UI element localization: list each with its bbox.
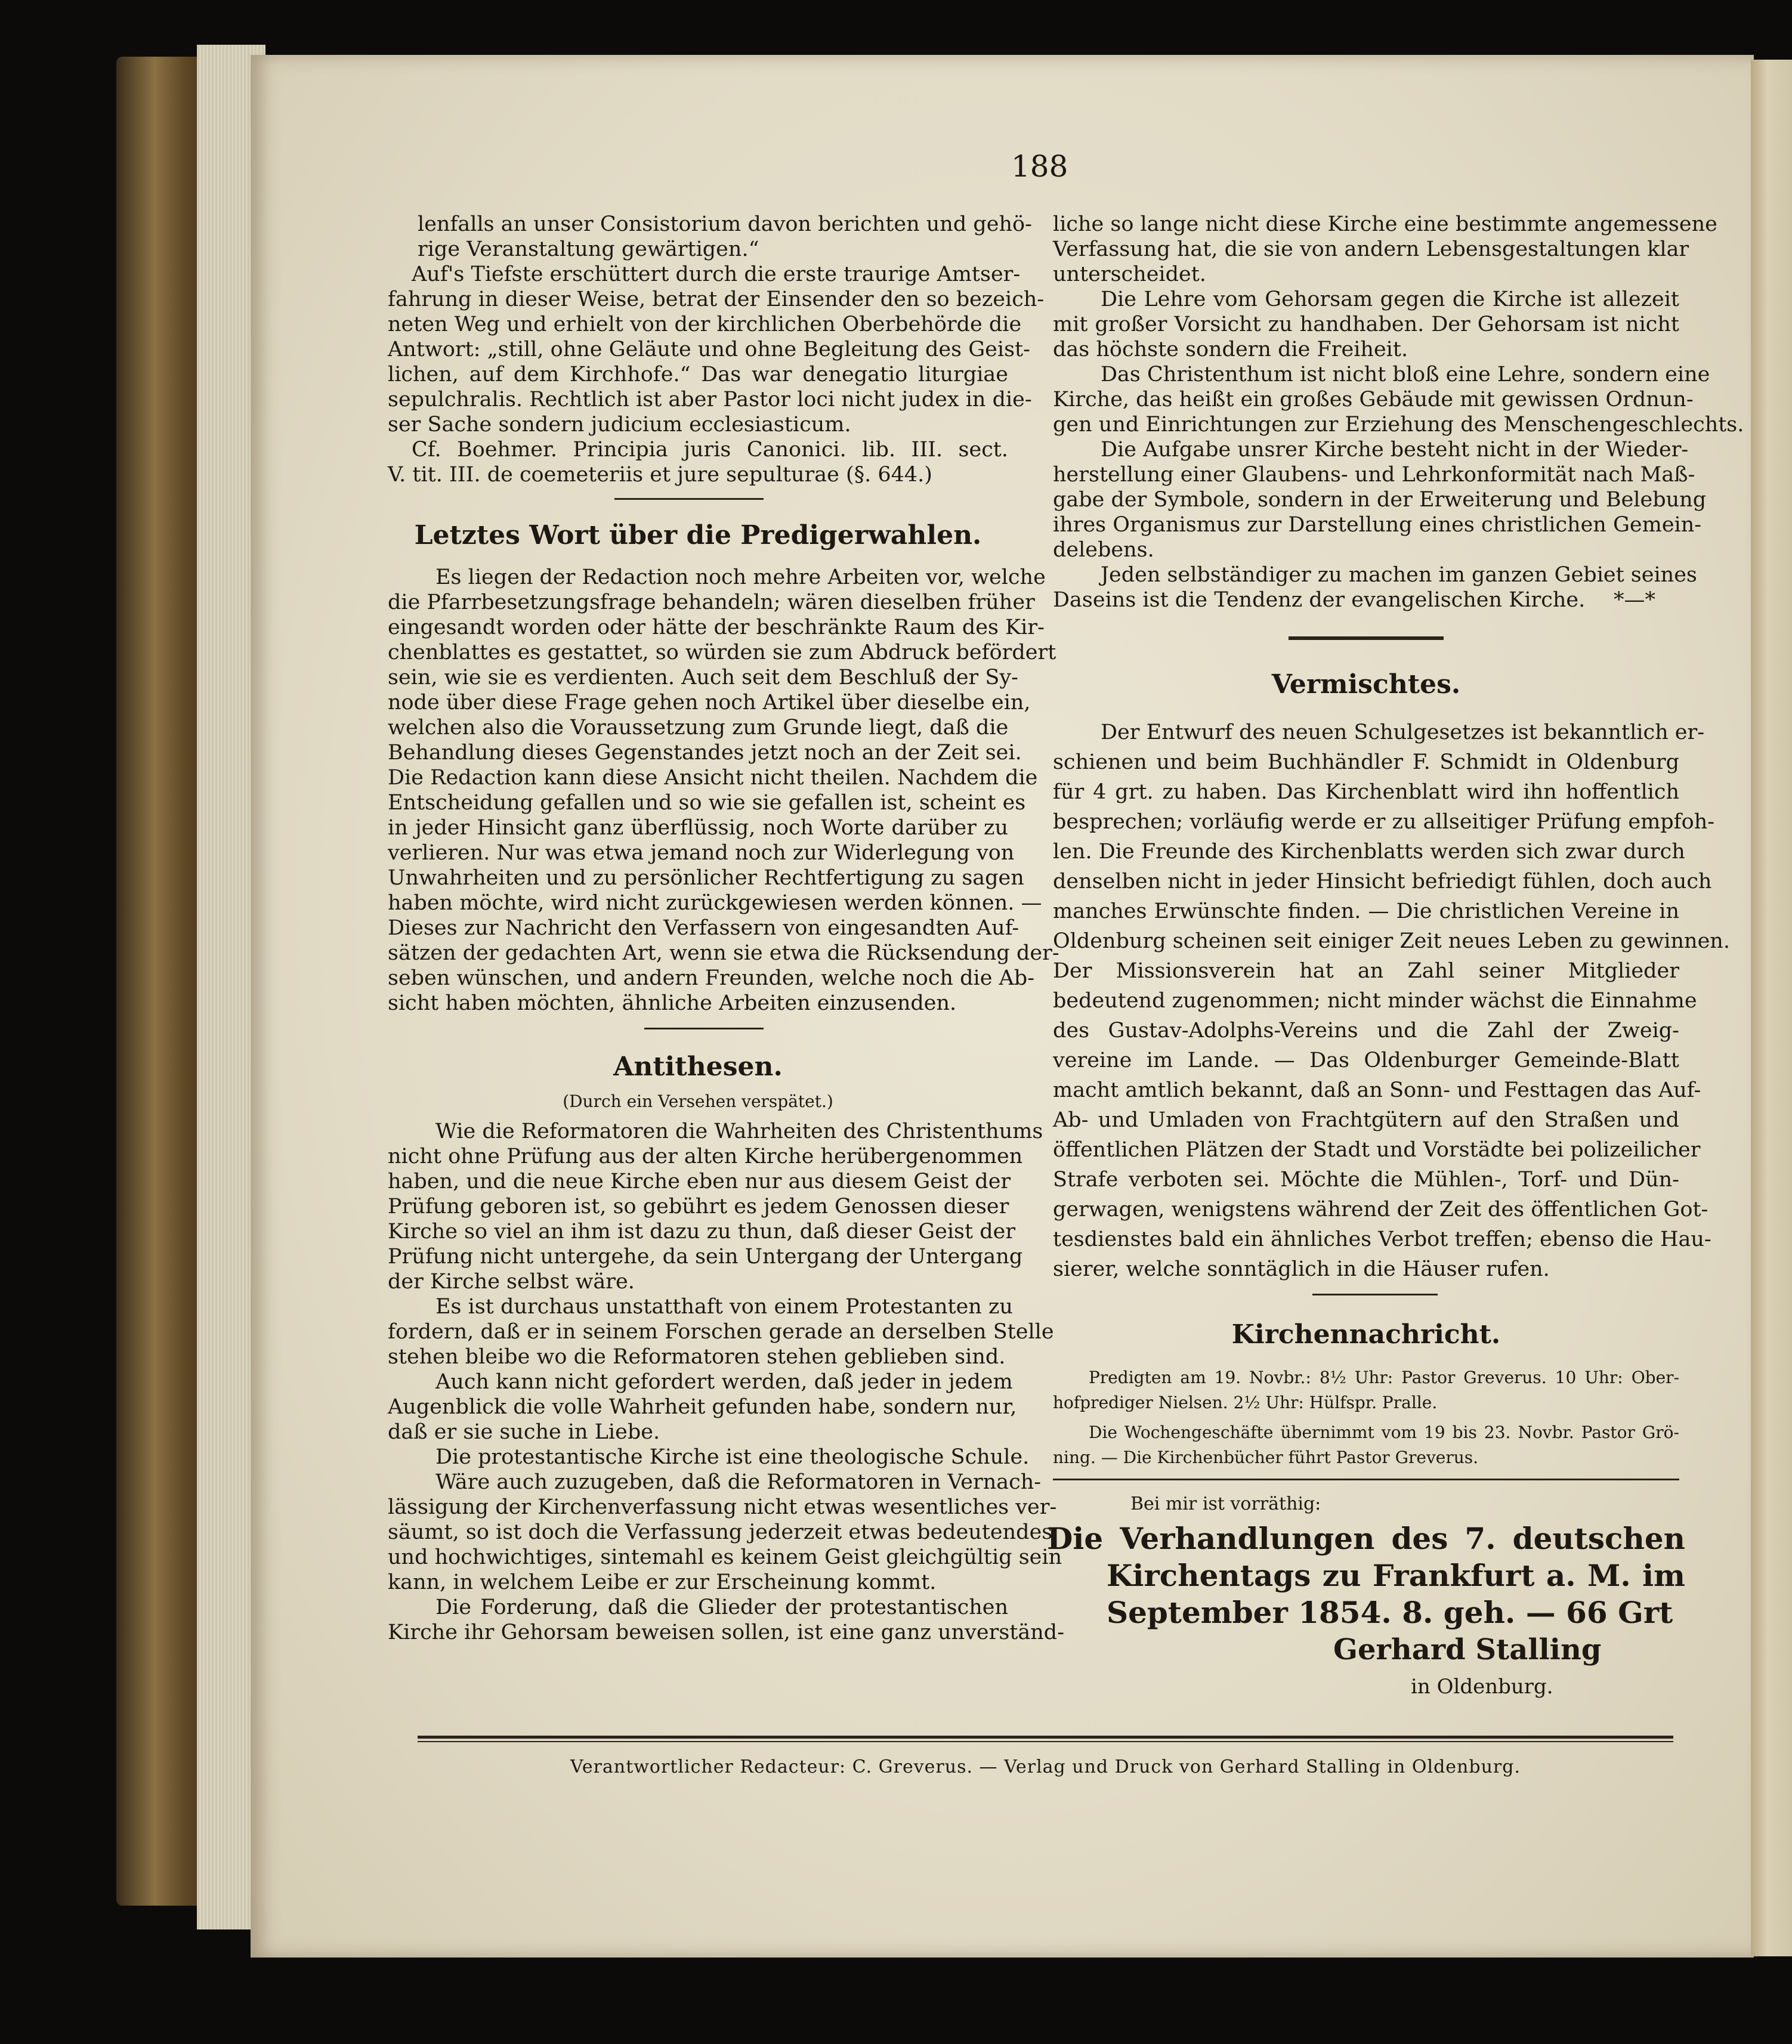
paragraph-line: Die Redaction kann diese Ansicht nicht theilen. Nachdem die [388,766,1038,790]
paragraph-line: chenblattes es gestattet, so würden sie zum Abdruck befördert [388,641,1056,664]
ad-headline: Kirchentags zu Frankfurt a. M. im [1107,1558,1685,1593]
paragraph-line: Wie die Reformatoren die Wahrheiten des Christenthums [435,1120,1043,1143]
paragraph-line: node über diese Frage gehen noch Artikel über dieselbe ein, [388,691,1031,715]
section-title: Letztes Wort über die Predigerwahlen. [414,520,982,551]
paragraph-line: eingesandt worden oder hätte der beschränkte Raum des Kir- [388,616,1045,639]
footer-rule [418,1736,1673,1739]
paragraph-line: säumt, so ist doch die Verfassung jederzeit etwas bedeutendes [388,1520,1053,1544]
paragraph-line: Die Lehre vom Gehorsam gegen die Kirche ist allezeit [1101,287,1679,311]
paragraph-line: die Pfarrbesetzungsfrage behandeln; wären dieselben früher [388,590,1035,614]
paragraph-line: lenfalls an unser Consistorium davon berichten und gehö- [418,212,1032,236]
paragraph-line: Es liegen der Redaction noch mehre Arbeiten vor, welche [435,565,1046,589]
paragraph-line: Augenblick die volle Wahrheit gefunden habe, sondern nur, [388,1395,1017,1419]
notice-line: hofprediger Nielsen. 2½ Uhr: Hülfspr. Pralle. [1053,1393,1438,1412]
paragraph-line: Kirche, das heißt ein großes Gebäude mit gewissen Ordnun- [1053,388,1694,412]
paragraph-line: Es ist durchaus unstatthaft von einem Protestanten zu [435,1295,1013,1319]
paragraph-line: Antwort: „still, ohne Geläute und ohne Begleitung des Geist- [388,338,1030,361]
paragraph-line: Auch kann nicht gefordert werden, daß jeder in jedem [435,1370,1013,1394]
paragraph-line: besprechen; vorläufig werde er zu allseitiger Prüfung empfoh- [1053,810,1715,834]
paragraph-line: für 4 grt. zu haben. Das Kirchenblatt wird ihn hoffentlich [1053,780,1679,804]
paragraph-line: vereine im Lande. — Das Oldenburger Gemeinde-Blatt [1053,1049,1679,1072]
paragraph-line: Das Christenthum ist nicht bloß eine Lehre, sondern eine [1101,363,1710,386]
paragraph-line: mit großer Vorsicht zu handhaben. Der Gehorsam ist nicht [1053,313,1679,336]
notice-line: Predigten am 19. Novbr.: 8½ Uhr: Pastor Greverus. 10 Uhr: Ober- [1089,1368,1679,1387]
section-divider [644,1028,764,1029]
paragraph-line: ser Sache sondern judicium ecclesiasticum. [388,413,851,437]
paragraph-line: Dieses zur Nachricht den Verfassern von eingesandten Auf- [388,916,1019,940]
footer-rule-thin [418,1741,1673,1742]
paragraph-line: herstellung einer Glaubens- und Lehrkonformität nach Maß- [1053,463,1695,487]
paragraph-line: Die protestantische Kirche ist eine theologische Schule. [435,1445,1030,1469]
section-title: Antithesen. [613,1052,783,1082]
paragraph-line: Kirche so viel an ihm ist dazu zu thun, daß dieser Geist der [388,1220,1016,1244]
paragraph-line: lichen, auf dem Kirchhofe.“ Das war denegatio liturgiae [388,363,1008,386]
paragraph-line: sicht haben möchten, ähnliche Arbeiten einzusenden. [388,991,957,1015]
paragraph-line: nicht ohne Prüfung aus der alten Kirche herübergenommen [388,1145,1023,1168]
paragraph-line: Prüfung geboren ist, so gebührt es jedem Genossen dieser [388,1195,1009,1219]
paragraph-line: Ab- und Umladen von Frachtgütern auf den Straßen und [1053,1108,1679,1132]
paragraph-line: sätzen der gedachten Art, wenn sie etwa die Rücksendung der- [388,941,1059,965]
paragraph-line: Der Missionsverein hat an Zahl seiner Mitglieder [1053,959,1679,983]
paragraph-line: Strafe verboten sei. Möchte die Mühlen-, Torf- und Dün- [1053,1168,1679,1192]
section-title: Vermischtes. [1271,669,1461,700]
paragraph-line: Oldenburg scheinen seit einiger Zeit neues Leben zu gewinnen. [1053,929,1730,953]
paragraph-line: gen und Einrichtungen zur Erziehung des Menschengeschlechts. [1053,413,1744,437]
paragraph-line: sein, wie sie es verdienten. Auch seit dem Beschluß der Sy- [388,666,1018,689]
paragraph-line: Unwahrheiten und zu persönlicher Rechtfertigung zu sagen [388,866,1024,890]
ad-intro: Bei mir ist vorräthig: [1130,1493,1321,1514]
section-divider [1289,636,1444,640]
paragraph-line: rige Veranstaltung gewärtigen.“ [418,237,759,261]
paragraph-line: Jeden selbständiger zu machen im ganzen Gebiet seines [1101,563,1697,587]
paragraph-line: Daseins ist die Tendenz der evangelischen Kirche. [1053,588,1586,612]
section-subtitle: (Durch ein Versehen verspätet.) [563,1091,833,1111]
paragraph-line: Kirche ihr Gehorsam beweisen sollen, ist eine ganz unverständ- [388,1621,1065,1644]
paragraph-line: neten Weg und erhielt von der kirchlichen Oberbehörde die [388,313,1022,336]
paragraph-line: delebens. [1053,538,1154,562]
author-signature: *—* [1614,588,1655,612]
section-divider [614,498,764,500]
paragraph-line: des Gustav-Adolphs-Vereins und die Zahl der Zweig- [1053,1019,1679,1043]
paragraph-line: len. Die Freunde des Kirchenblatts werden sich zwar durch [1053,840,1685,864]
paragraph-line: Prüfung nicht untergehe, da sein Untergang der Untergang [388,1245,1023,1269]
paragraph-line: haben möchte, wird nicht zurückgewiesen werden können. — [388,891,1042,915]
paragraph-line: stehen bleibe wo die Reformatoren stehen geblieben sind. [388,1345,1006,1369]
paragraph-line: seben wünschen, und andern Freunden, welche noch die Ab- [388,966,1035,990]
paragraph-line: kann, in welchem Leibe er zur Erscheinung kommt. [388,1570,937,1594]
paragraph-line: Verfassung hat, die sie von andern Lebensgestaltungen klar [1053,237,1689,261]
paragraph-line: unterscheidet. [1053,262,1206,286]
ad-divider [1053,1479,1679,1480]
paragraph-line: V. tit. III. de coemeteriis et jure sepulturae (§. 644.) [388,463,932,487]
section-divider [1312,1294,1438,1295]
paragraph-line: sierer, welche sonntäglich in die Häuser rufen. [1053,1257,1550,1281]
paragraph-line: Behandlung dieses Gegenstandes jetzt noch an der Zeit sei. [388,741,1022,765]
paragraph-line: der Kirche selbst wäre. [388,1270,635,1294]
page-number: 188 [1011,149,1068,184]
paragraph-line: Wäre auch zuzugeben, daß die Reformatoren in Vernach- [435,1470,1042,1494]
paragraph-line: und hochwichtiges, sintemahl es keinem Geist gleichgültig sein [388,1545,1062,1569]
paragraph-line: lässigung der Kirchenverfassung nicht etwas wesentliches ver- [388,1495,1057,1519]
paragraph-line: Der Entwurf des neuen Schulgesetzes ist bekanntlich er- [1101,720,1705,744]
paragraph-line: manches Erwünschte finden. — Die christlichen Vereine in [1053,899,1679,923]
paragraph-line: öffentlichen Plätzen der Stadt und Vorstädte bei polizeilicher [1053,1138,1701,1162]
paragraph-line: fahrung in dieser Weise, betrat der Einsender den so bezeich- [388,287,1045,311]
paragraph-line: gabe der Symbole, sondern in der Erweiterung und Belebung [1053,488,1707,512]
paragraph-line: Die Forderung, daß die Glieder der protestantischen [435,1595,1008,1619]
paragraph-line: ihres Organismus zur Darstellung eines christlichen Gemein- [1053,513,1702,537]
paragraph-line: fordern, daß er in seinem Forschen gerade an derselben Stelle [388,1320,1054,1344]
paragraph-line: Die Aufgabe unsrer Kirche besteht nicht in der Wieder- [1101,438,1689,462]
paragraph-line: haben, und die neue Kirche eben nur aus diesem Geist der [388,1170,1011,1193]
facing-page-edge [1751,60,1792,1956]
paragraph-line: das höchste sondern die Freiheit. [1053,338,1408,361]
paragraph-line: denselben nicht in jeder Hinsicht befriedigt fühlen, doch auch [1053,870,1712,893]
notice-line: ning. — Die Kirchenbücher führt Pastor Greverus. [1053,1448,1479,1467]
paragraph-line: Auf's Tiefste erschüttert durch die erste traurige Amtser- [412,262,1021,286]
paragraph-line: Cf. Boehmer. Principia juris Canonici. lib. III. sect. [412,438,1008,462]
ad-headline: Die Verhandlungen des 7. deutschen [1047,1521,1685,1556]
paragraph-line: liche so lange nicht diese Kirche eine bestimmte angemessene [1053,212,1717,236]
paragraph-line: macht amtlich bekannt, daß an Sonn- und Festtagen das Auf- [1053,1078,1701,1102]
section-title: Kirchennachricht. [1231,1319,1501,1350]
paragraph-line: verlieren. Nur was etwa jemand noch zur Widerlegung von [388,841,1015,865]
paragraph-line: gerwagen, wenigstens während der Zeit des öffentlichen Got- [1053,1198,1708,1222]
paragraph-line: tesdienstes bald ein ähnliches Verbot treffen; ebenso die Hau- [1053,1227,1711,1251]
paragraph-line: sepulchralis. Rechtlich ist aber Pastor loci nicht judex in die- [388,388,1032,412]
paragraph-line: bedeutend zugenommen; nicht minder wächst die Einnahme [1053,989,1697,1013]
paragraph-line: welchen also die Voraussetzung zum Grunde liegt, daß die [388,716,1009,740]
paragraph-line: in jeder Hinsicht ganz überflüssig, noch Worte darüber zu [388,816,1008,840]
ad-city: in Oldenburg. [1411,1675,1553,1699]
paragraph-line: Entscheidung gefallen und so wie sie gefallen ist, scheint es [388,791,1026,815]
ad-headline: September 1854. 8. geh. — 66 Grt [1107,1595,1673,1630]
footer-imprint: Verantwortlicher Redacteur: C. Greverus. — Verlag und Druck von Gerhard Stalling in Oldenburg. [570,1757,1521,1777]
paragraph-line: schienen und beim Buchhändler F. Schmidt in Oldenburg [1053,750,1679,774]
paragraph-line: daß er sie suche in Liebe. [388,1420,660,1444]
notice-line: Die Wochengeschäfte übernimmt vom 19 bis 23. Novbr. Pastor Grö- [1089,1423,1679,1442]
ad-publisher: Gerhard Stalling [1333,1633,1602,1666]
